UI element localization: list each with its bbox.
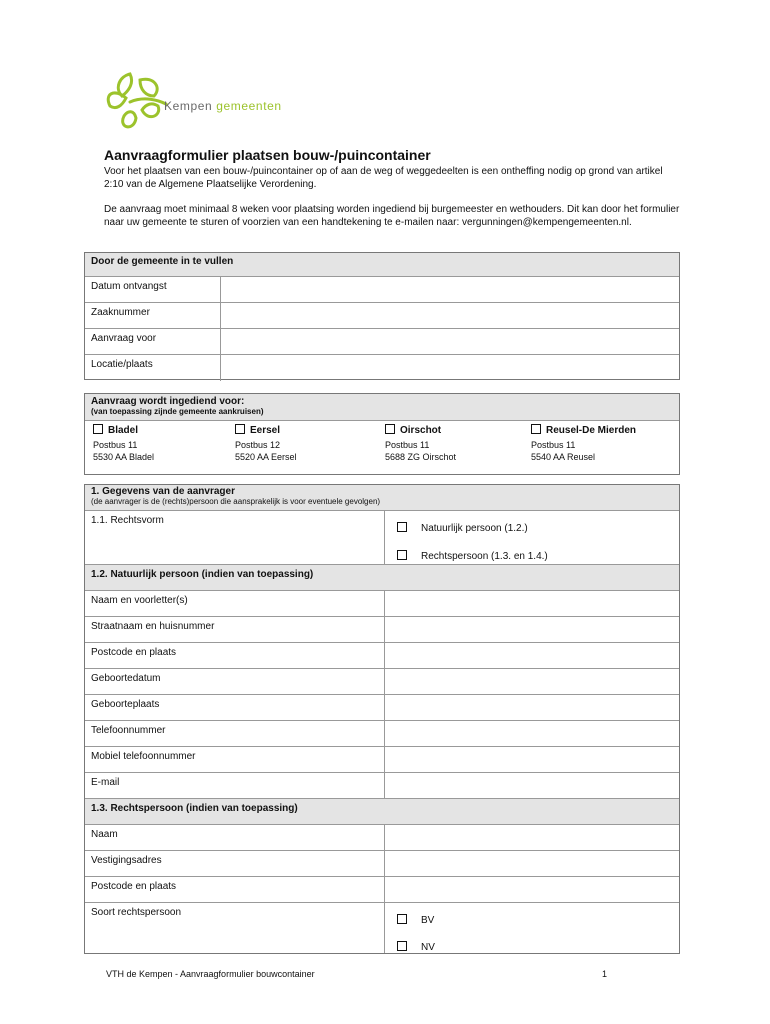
gegevens-section: [84, 484, 680, 954]
intro-paragraph-1: Voor het plaatsen van een bouw-/puincontainer op of aan de weg of weggedeelten is een ontheffing nodig op grond van artikel 2:10 van de Algemene Plaatselijke Verordening.: [104, 166, 663, 190]
field-label: Postcode en plaats: [85, 643, 385, 668]
table-row: [85, 277, 679, 303]
footer-title: VTH de Kempen - Aanvraagformulier bouwcontainer: [106, 969, 315, 979]
field-label: Telefoonnummer: [85, 721, 385, 746]
postcode-plaats-field[interactable]: [385, 643, 679, 668]
table-row: [85, 747, 679, 773]
table-row: [85, 355, 679, 381]
municipality-reusel-de-mierden: Reusel-De Mierden Postbus 11 5540 AA Reusel: [531, 425, 637, 462]
aanvraag-header: Aanvraag wordt ingediend voor: (van toepassing zijnde gemeente aankruisen): [85, 394, 679, 421]
kempengemeenten-logo: [100, 66, 290, 136]
page-title: Aanvraagformulier plaatsen bouw-/puincontainer: [104, 147, 431, 163]
telefoonnummer-field[interactable]: [385, 721, 679, 746]
gegevens-header: 1. Gegevens van de aanvrager (de aanvrager is de (rechts)persoon die aansprakelijk is voor eventuele gevolgen): [85, 485, 679, 511]
soort-rechtspersoon-label: Soort rechtspersoon: [85, 903, 385, 953]
rechtsvorm-label: 1.1. Rechtsvorm: [85, 511, 385, 564]
datum-ontvangst-field[interactable]: [221, 277, 679, 302]
bladel-checkbox[interactable]: [93, 424, 103, 434]
natuurlijk-persoon-header: 1.2. Natuurlijk persoon (indien van toepassing): [85, 565, 679, 591]
field-label: Mobiel telefoonnummer: [85, 747, 385, 772]
soort-rechtspersoon-options: [385, 903, 679, 953]
bv-checkbox[interactable]: [397, 914, 407, 924]
soort-rechtspersoon-row: [85, 903, 679, 953]
table-row: [85, 721, 679, 747]
field-label: Aanvraag voor: [85, 329, 221, 354]
option-nv: NV: [397, 941, 435, 953]
option-rechtspersoon: Rechtspersoon (1.3. en 1.4.): [397, 550, 548, 562]
field-label: Locatie/plaats: [85, 355, 221, 381]
table-row: [85, 877, 679, 903]
table-row: [85, 643, 679, 669]
field-label: Vestigingsadres: [85, 851, 385, 876]
table-row: [85, 329, 679, 355]
field-label: Postcode en plaats: [85, 877, 385, 902]
field-label: Geboorteplaats: [85, 695, 385, 720]
straatnaam-huisnummer-field[interactable]: [385, 617, 679, 642]
table-row: [85, 303, 679, 329]
vestigingsadres-field[interactable]: [385, 851, 679, 876]
zaaknummer-field[interactable]: [221, 303, 679, 328]
intro-paragraph-2: De aanvraag moet minimaal 8 weken voor plaatsing worden ingediend bij burgemeester en wethouders. Dit kan door het formulier naar uw gemeente te sturen of voorzien van een handtekening te e-mailen naar: vergunningen@kempengemeenten.nl.: [104, 204, 680, 228]
nv-checkbox[interactable]: [397, 941, 407, 951]
natuurlijk-persoon-checkbox[interactable]: [397, 522, 407, 532]
naam-voorletters-field[interactable]: [385, 591, 679, 616]
field-label: E-mail: [85, 773, 385, 798]
reusel-de-mierden-checkbox[interactable]: [531, 424, 541, 434]
table-row: [85, 617, 679, 643]
table-row: [85, 591, 679, 617]
gemeente-section: [84, 252, 680, 380]
gemeente-header: Door de gemeente in te vullen: [85, 253, 679, 277]
aanvraag-section: [84, 393, 680, 475]
email-field[interactable]: [385, 773, 679, 798]
oirschot-checkbox[interactable]: [385, 424, 395, 434]
table-row: [85, 851, 679, 877]
flower-logo-icon: [100, 66, 170, 136]
rechtspersoon-checkbox[interactable]: [397, 550, 407, 560]
aanvraag-voor-field[interactable]: [221, 329, 679, 354]
rechtspersoon-postcode-plaats-field[interactable]: [385, 877, 679, 902]
table-row: [85, 825, 679, 851]
option-bv: BV: [397, 914, 434, 926]
locatie-plaats-field[interactable]: [221, 355, 679, 381]
table-row: [85, 695, 679, 721]
mobiel-telefoonnummer-field[interactable]: [385, 747, 679, 772]
field-label: Naam en voorletter(s): [85, 591, 385, 616]
rechtsvorm-row: [85, 511, 679, 565]
field-label: Geboortedatum: [85, 669, 385, 694]
table-row: [85, 669, 679, 695]
table-row: [85, 773, 679, 799]
geboortedatum-field[interactable]: [385, 669, 679, 694]
field-label: Straatnaam en huisnummer: [85, 617, 385, 642]
field-label: Naam: [85, 825, 385, 850]
page-number: 1: [602, 969, 608, 979]
municipality-oirschot: Oirschot Postbus 11 5688 ZG Oirschot: [385, 425, 457, 462]
logo-wordmark: Kempen gemeenten: [164, 99, 282, 113]
municipality-eersel: Eersel Postbus 12 5520 AA Eersel: [235, 425, 297, 462]
rechtspersoon-header: 1.3. Rechtspersoon (indien van toepassing): [85, 799, 679, 825]
rechtsvorm-options: [385, 511, 679, 564]
municipality-bladel: Bladel Postbus 11 5530 AA Bladel: [93, 425, 155, 462]
option-natuurlijk-persoon: Natuurlijk persoon (1.2.): [397, 522, 528, 534]
eersel-checkbox[interactable]: [235, 424, 245, 434]
geboorteplaats-field[interactable]: [385, 695, 679, 720]
field-label: Datum ontvangst: [85, 277, 221, 302]
field-label: Zaaknummer: [85, 303, 221, 328]
rechtspersoon-naam-field[interactable]: [385, 825, 679, 850]
